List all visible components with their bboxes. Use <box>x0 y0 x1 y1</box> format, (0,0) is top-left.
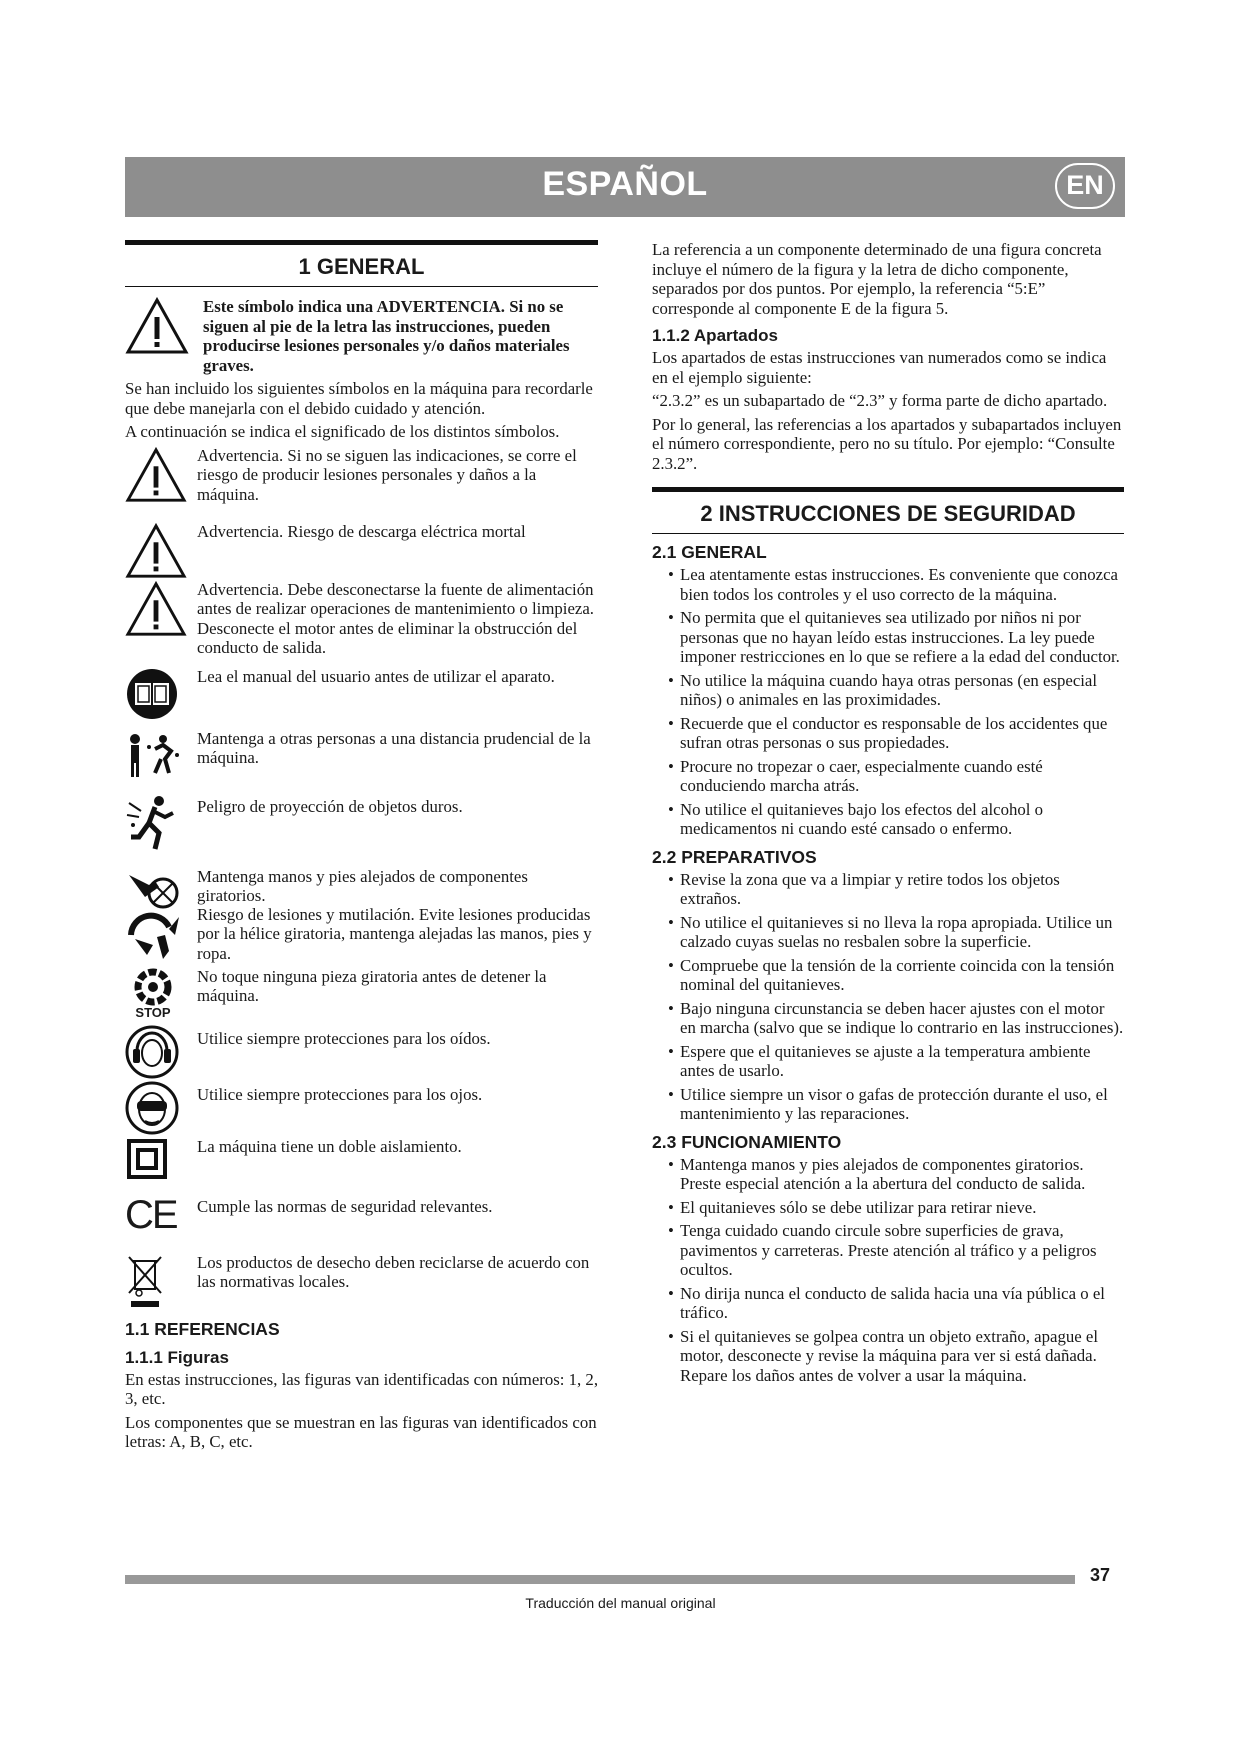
figures-paragraph-2: Los componentes que se muestran en las figuras van identificados con letras: A, B, C, etc. <box>125 1412 597 1451</box>
stop-rotation-icon <box>125 967 181 1019</box>
list-item: • Revise la zona que va a limpiar y retire todos los objetos extraños. <box>652 870 1124 909</box>
list-item: • No permita que el quitanieves sea utilizado por niños ni por personas que no hayan leído estas instrucciones. La ley puede imponer restricciones en lo que se refiere a la edad del conductor. <box>652 608 1124 667</box>
list-item: • Tenga cuidado cuando circule sobre superficies de grava, pavimentos y carreteras. Preste atención al tráfico y a peligros ocultos. <box>652 1221 1124 1280</box>
symbol-row <box>125 729 598 793</box>
symbol-text: Utilice siempre protecciones para los ojos. <box>197 1084 483 1104</box>
list-item: • Lea atentamente estas instrucciones. Es conveniente que conozca bien todos los controles y el uso correcto de la máquina. <box>652 565 1124 604</box>
list-item: • Procure no tropezar o caer, especialmente cuando esté conduciendo marcha atrás. <box>652 757 1124 796</box>
symbol-row <box>125 967 598 1025</box>
sections-paragraph-3: Por lo general, las referencias a los apartados y subapartados incluyen el número correspondiente, pero no su título. Por ejemplo: “Consulte 2.3.2”. <box>652 414 1122 473</box>
banner-title: ESPAÑOL <box>542 165 708 203</box>
ce-mark-label: CE <box>125 1192 177 1237</box>
warning-triangle-icon <box>125 580 197 638</box>
symbol-text: Advertencia. Debe desconectarse la fuente de alimentación antes de realizar operaciones de mantenimiento o limpieza. Desconecte el motor antes de eliminar la obstrucción del conducto de salida. <box>197 579 594 657</box>
symbol-text: Lea el manual del usuario antes de utilizar el aparato. <box>197 666 555 686</box>
list-item: • No utilice el quitanieves si no lleva la ropa apropiada. Utilice un calzado cuyas suelas no resbalen sobre la superficie. <box>652 913 1124 952</box>
symbol-row <box>125 793 598 861</box>
list-item: • Compruebe que la tensión de la corriente coincida con la tensión nominal del quitanieves. <box>652 956 1124 995</box>
symbol-row <box>125 1193 598 1249</box>
list-item: • No utilice la máquina cuando haya otras personas (en especial niños) o animales en las proximidades. <box>652 671 1124 710</box>
ce-mark-icon <box>125 1193 197 1237</box>
general-title: 2.1 GENERAL <box>652 542 767 562</box>
symbol-text: No toque ninguna pieza giratoria antes de detener la máquina. <box>197 966 547 1005</box>
preparations-title: 2.2 PREPARATIVOS <box>652 846 817 867</box>
intro-paragraph-1: Se han incluido los siguientes símbolos en la máquina para recordarle que debe manejarla con el debido cuidado y atención. <box>125 379 593 418</box>
language-badge: EN <box>1055 163 1115 209</box>
sections-paragraph-1: Los apartados de estas instrucciones van numerados como se indica en el ejemplo siguiente: <box>652 348 1107 387</box>
preparations-list <box>652 870 1124 1124</box>
symbol-row <box>125 1249 598 1311</box>
keep-distance-icon <box>125 729 197 781</box>
symbol-text: Peligro de proyección de objetos duros. <box>197 796 463 816</box>
symbol-text: Mantenga manos y pies alejados de componentes giratorios. <box>197 866 528 905</box>
list-item: • Mantenga manos y pies alejados de componentes giratorios. Preste especial atención a la abertura del conducto de salida. <box>652 1155 1124 1194</box>
impeller-hazard-icon <box>125 905 197 963</box>
section-2-title: 2 INSTRUCCIONES DE SEGURIDAD <box>652 487 1124 534</box>
operation-list <box>652 1155 1124 1386</box>
warning-text: Este símbolo indica una ADVERTENCIA. Si no se siguen al pie de la letra las instrucciones, pueden producirse lesiones personales y/o daños materiales graves. <box>203 297 570 375</box>
warning-triangle-icon <box>125 297 199 360</box>
left-column <box>125 240 598 1456</box>
ear-protection-icon <box>125 1025 197 1079</box>
symbol-text: Cumple las normas de seguridad relevantes. <box>197 1196 493 1216</box>
symbol-row <box>125 903 598 967</box>
list-item: • Si el quitanieves se golpea contra un objeto extraño, apague el motor, desconecte y revise la máquina para ver si está dañada. Repare los daños antes de volver a usar la máquina. <box>652 1327 1124 1386</box>
section-1-title: 1 GENERAL <box>125 240 598 287</box>
double-insulation-icon <box>125 1137 197 1181</box>
symbol-text: Utilice siempre protecciones para los oídos. <box>197 1028 491 1048</box>
footer-note: Traducción del manual original <box>525 1595 716 1611</box>
warning-triangle-icon <box>125 446 197 504</box>
stop-label: STOP <box>135 1004 171 1020</box>
symbol-text: Los productos de desecho deben reciclarse de acuerdo con las normativas locales. <box>197 1252 590 1291</box>
sections-paragraph-2: “2.3.2” es un subapartado de “2.3” y forma parte de dicho apartado. <box>652 391 1108 410</box>
warning-notice <box>125 297 598 375</box>
list-item: • No utilice el quitanieves bajo los efectos del alcohol o medicamentos ni cuando esté cansado o enfermo. <box>652 800 1124 839</box>
symbol-row <box>125 1137 598 1193</box>
symbol-text: La máquina tiene un doble aislamiento. <box>197 1136 462 1156</box>
read-manual-icon <box>125 667 197 721</box>
symbol-text: Advertencia. Riesgo de descarga eléctrica mortal <box>197 521 526 541</box>
list-item: • Recuerde que el conductor es responsable de los accidentes que sufran otras personas o sus propiedades. <box>652 714 1124 753</box>
symbol-row <box>125 446 598 522</box>
figures-paragraph-1: En estas instrucciones, las figuras van identificadas con números: 1, 2, 3, etc. <box>125 1369 599 1408</box>
footer-bar <box>125 1575 1075 1584</box>
list-item: • Espere que el quitanieves se ajuste a la temperatura ambiente antes de usarlo. <box>652 1042 1124 1081</box>
list-item: • Bajo ninguna circunstancia se deben hacer ajustes con el motor en marcha (salvo que se indique lo contrario en las instrucciones). <box>652 999 1124 1038</box>
references-title: 1.1 REFERENCIAS <box>125 1318 280 1339</box>
symbol-row <box>125 667 598 729</box>
eye-protection-icon <box>125 1081 197 1135</box>
sections-title: 1.1.2 Apartados <box>652 326 778 345</box>
list-item: • El quitanieves sólo se debe utilizar para retirar nieve. <box>652 1198 1124 1218</box>
right-column <box>652 240 1124 1389</box>
list-item: • Utilice siempre un visor o gafas de protección durante el uso, el mantenimiento y las reparaciones. <box>652 1085 1124 1124</box>
language-banner <box>125 157 1125 217</box>
symbol-row <box>125 1025 598 1081</box>
symbol-row <box>125 1081 598 1137</box>
warning-triangle-icon <box>125 522 197 580</box>
general-list <box>652 565 1124 839</box>
symbol-row <box>125 574 598 667</box>
symbol-row <box>125 861 598 903</box>
symbol-row <box>125 522 598 574</box>
intro-paragraph-2: A continuación se indica el significado de los distintos símbolos. <box>125 422 560 441</box>
operation-title: 2.3 FUNCIONAMIENTO <box>652 1131 842 1152</box>
recycle-bin-icon <box>125 1253 197 1309</box>
list-item: • No dirija nunca el conducto de salida hacia una vía pública o el tráfico. <box>652 1284 1124 1323</box>
page-number: 37 <box>1090 1565 1111 1585</box>
symbol-text: Mantenga a otras personas a una distancia prudencial de la máquina. <box>197 728 591 767</box>
symbol-text: Advertencia. Si no se siguen las indicaciones, se corre el riesgo de producir lesiones personales y daños a la máquina. <box>197 445 577 504</box>
figures-title: 1.1.1 Figuras <box>125 1347 229 1367</box>
symbol-text: Riesgo de lesiones y mutilación. Evite lesiones producidas por la hélice giratoria, mantenga alejadas las manos, pies y ropa. <box>197 904 592 963</box>
figures-paragraph-3: La referencia a un componente determinado de una figura concreta incluye el número de la figura y la letra de dicho componente, separados por dos puntos. Por ejemplo, la referencia “5:E” corresponde al componente E de la figura 5. <box>652 240 1102 318</box>
thrown-objects-icon <box>125 793 197 853</box>
